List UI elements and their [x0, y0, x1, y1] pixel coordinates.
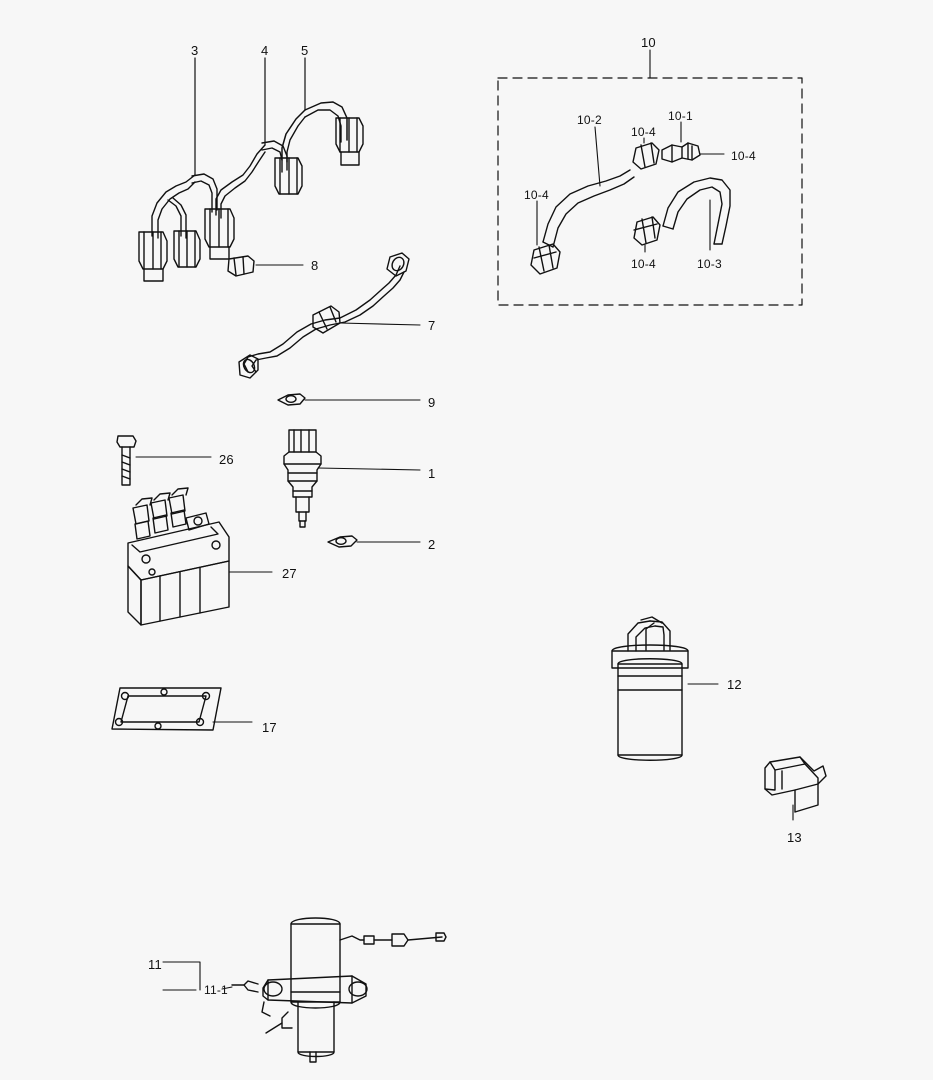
callout-11-1: 11-1 — [204, 983, 228, 997]
callout-17: 17 — [262, 720, 277, 735]
callout-10-4-bottom: 10-4 — [631, 257, 656, 271]
callout-10-4-left: 10-4 — [524, 188, 549, 202]
part-7-return-hose — [239, 253, 420, 378]
part-10-3-hose — [663, 178, 730, 250]
callout-10-1: 10-1 — [668, 109, 693, 123]
part-10-4-clamps — [633, 138, 660, 252]
callout-7: 7 — [428, 318, 436, 333]
callout-5: 5 — [301, 43, 309, 58]
callout-3: 3 — [191, 43, 199, 58]
callout-10-4-right: 10-4 — [731, 149, 756, 163]
part-12-fuel-filter — [612, 617, 718, 760]
callout-2: 2 — [428, 537, 436, 552]
callout-13: 13 — [787, 830, 802, 845]
callout-9: 9 — [428, 395, 436, 410]
part-2-washer — [328, 536, 420, 547]
callout-10-2: 10-2 — [577, 113, 602, 127]
callout-8: 8 — [311, 258, 319, 273]
callout-1: 1 — [428, 466, 436, 481]
part-9-washer — [278, 394, 420, 405]
part-26-bolt — [117, 436, 211, 485]
callout-10: 10 — [641, 35, 656, 50]
callout-27: 27 — [282, 566, 297, 581]
part-10-1-connector — [662, 122, 724, 162]
callout-12: 12 — [727, 677, 742, 692]
part-injection-pipes — [139, 102, 363, 281]
part-13-bracket — [765, 757, 826, 820]
callout-26: 26 — [219, 452, 234, 467]
callout-10-3: 10-3 — [697, 257, 722, 271]
part-27-injection-pump — [128, 488, 272, 625]
callout-10-4-top: 10-4 — [631, 125, 656, 139]
callout-11: 11 — [148, 957, 162, 972]
callout-4: 4 — [261, 43, 269, 58]
part-8-clamp — [228, 256, 303, 276]
part-17-gasket — [112, 688, 252, 730]
part-1-injector — [284, 430, 420, 527]
